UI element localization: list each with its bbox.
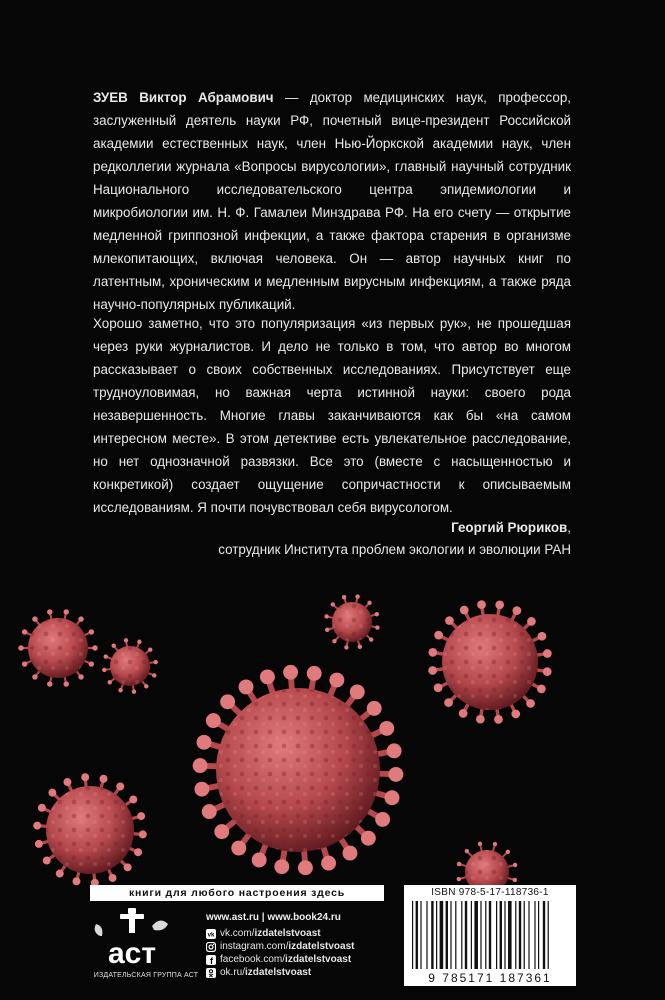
author-name: ЗУЕВ Виктор Абрамович [93,90,274,105]
social-prefix: instagram.com/ [220,941,289,952]
review-quote: Хорошо заметно, что это популяризация «из первых рук», не прошедшая через руки журналистов. И дело не только в том, что автор во многом рассказывает о своих собственных исследованиях. Присутствует еще трудноуловимая, но важная черта истинной науки: своего рода незавершенность. Многие главы заканчиваются как бы «на самом интересном месте». В этом детективе есть увлекательное расследование, но нет однозначной развязки. Все это (вместе с насыщенностью и конкретикой) создает ощущение сопричастности к описываемым исследованиям. Я почти почувствовал себя вирусологом. [93,316,571,515]
reviewer-name: Георгий Рюриков [451,520,568,535]
websites[interactable]: www.ast.ru | www.book24.ru [206,912,341,923]
barcode-block [404,885,576,986]
ok-icon [206,968,216,978]
barcode-number: 9 785171 187361 [428,971,552,985]
social-handle: izdatelstvoast [254,928,321,939]
social-prefix: facebook.com/ [220,954,286,965]
virus-particle [428,600,551,723]
virus-particle [33,773,147,887]
social-links [206,927,355,979]
social-prefix: ok.ru/ [220,967,246,978]
isbn: ISBN 978-5-17-118736-1 [431,887,549,898]
vk-icon [206,929,216,939]
virus-particle [102,638,158,694]
publisher-caption: ИЗДАТЕЛЬСКАЯ ГРУППА АСТ [93,972,199,979]
svg-text:vk: vk [207,932,215,938]
social-handle: izdatelstvoast [245,967,312,978]
social-prefix: vk.com/ [220,928,255,939]
instagram-icon [206,942,216,952]
social-link-facebook[interactable] [206,953,355,966]
logo-text: аст [107,937,157,970]
virus-particle [18,609,97,687]
svg-text:f: f [210,955,213,965]
social-link-ok[interactable] [206,966,355,979]
facebook-icon [206,955,216,965]
reviewer-role: сотрудник Института проблем экологии и эволюции РАН [218,542,571,557]
social-handle: izdatelstvoast [285,954,352,965]
social-link-instagram[interactable] [206,940,355,953]
virus-particle [324,594,379,649]
social-handle: izdatelstvoast [288,941,355,952]
author-bio-text: — доктор медицинских наук, профессор, заслуженный деятель науки РФ, почетный вице-президент Российской академии естественных наук, член Нью-Йоркской академии наук, член редколлегии журнала «Вопросы вирусологии», главный научный сотрудник Национального исследовательского центра эпидемиологии и микробиологии им. Н. Ф. Гамалеи Минздрава РФ. На его счету — открытие медленной гриппозной инфекции, а также фактора старения в организме млекопитающих, включая человека. Он — автор научных книг по латентным, хроническим и медленным вирусным инфекциям, а также ряда научно-популярных публикаций. [93,90,572,312]
social-link-vk[interactable] [206,927,355,940]
virus-particle [193,665,404,875]
tagline: книги для любого настроения здесь [90,885,384,901]
reviewer-name-line: Георгий Рюриков, [451,520,571,535]
